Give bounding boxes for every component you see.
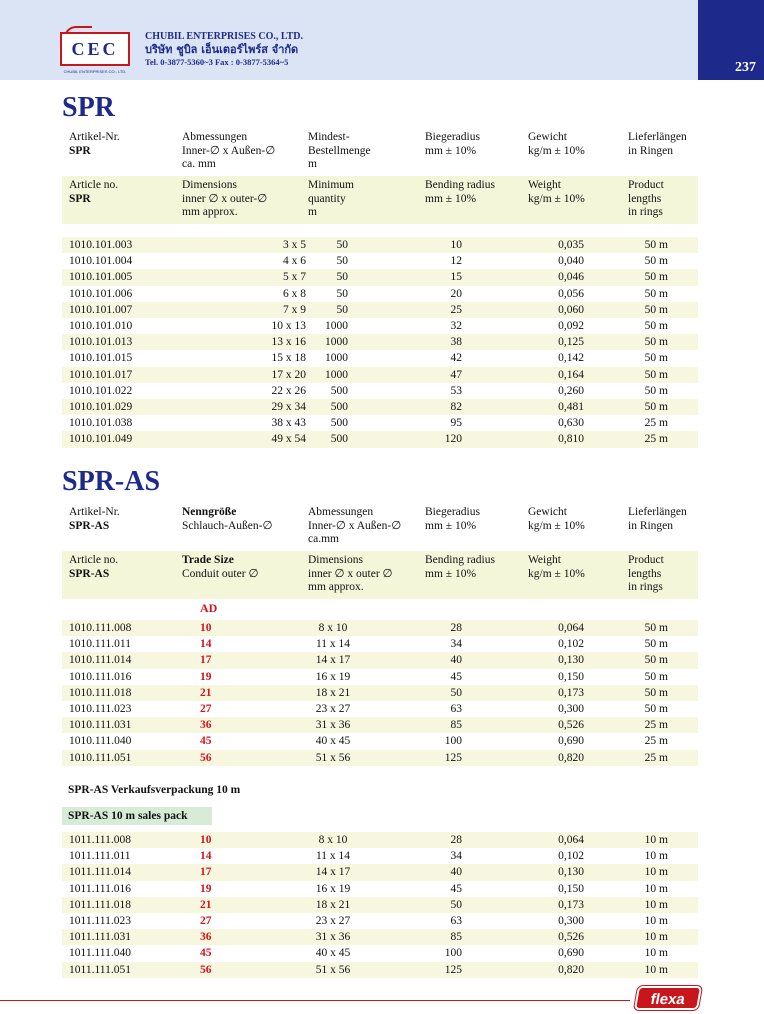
cell-weight: 0,150	[558, 882, 584, 895]
cell-length: 50 m	[644, 303, 668, 316]
cell-article-no: 1010.101.010	[69, 320, 133, 332]
cell-dimensions: 8 x 10	[318, 622, 348, 634]
cell-article-no: 1011.111.014	[69, 866, 131, 879]
table-row	[62, 383, 698, 399]
cell-trade-size: 19	[200, 882, 212, 895]
cell-dimensions: 15 x 18	[271, 352, 306, 365]
cell-bending-radius: 100	[444, 735, 462, 748]
pack-note-en: SPR-AS 10 m sales pack	[62, 807, 212, 825]
cell-bending-radius: 25	[450, 303, 462, 316]
cell-trade-size: 17	[200, 654, 212, 667]
table-row	[62, 848, 698, 864]
cell-dimensions: 14 x 17	[315, 866, 351, 879]
spras-en-col6: Product lengths in rings	[628, 554, 664, 593]
cell-min-quantity: 50	[336, 239, 348, 251]
cell-article-no: 1011.111.018	[69, 898, 131, 911]
cell-weight: 0,173	[558, 686, 584, 699]
cell-bending-radius: 50	[450, 898, 462, 911]
cell-length: 10 m	[644, 866, 668, 879]
cell-weight: 0,820	[558, 963, 584, 976]
cell-trade-size: 19	[200, 670, 212, 683]
cell-bending-radius: 12	[450, 255, 462, 268]
cell-bending-radius: 120	[444, 433, 462, 446]
cell-bending-radius: 15	[450, 271, 462, 284]
cell-dimensions: 5 x 7	[283, 271, 306, 284]
cell-dimensions: 8 x 10	[318, 834, 348, 846]
cell-article-no: 1010.111.023	[69, 703, 132, 715]
cell-article-no: 1011.111.040	[69, 947, 131, 960]
cell-trade-size: 56	[200, 963, 212, 976]
cell-dimensions: 51 x 56	[315, 963, 351, 976]
cell-weight: 0,064	[558, 622, 584, 634]
table-row	[62, 399, 698, 415]
cell-article-no: 1010.101.022	[69, 384, 133, 397]
cell-article-no: 1010.111.008	[69, 622, 132, 634]
cell-weight: 0,102	[558, 850, 584, 863]
cell-dimensions: 7 x 9	[283, 303, 306, 316]
cell-weight: 0,481	[558, 401, 584, 413]
cell-length: 50 m	[644, 686, 668, 699]
cell-length: 25 m	[644, 735, 668, 748]
cell-length: 10 m	[644, 931, 668, 944]
cell-weight: 0,630	[558, 417, 584, 430]
table-row	[62, 864, 698, 880]
cell-bending-radius: 45	[450, 670, 462, 683]
spr-en-col3: Minimum quantity m	[308, 179, 355, 218]
cell-trade-size: 21	[200, 686, 212, 699]
table-row	[62, 929, 698, 945]
cell-dimensions: 16 x 19	[315, 670, 351, 683]
table-row	[62, 881, 698, 897]
cell-bending-radius: 125	[444, 963, 462, 976]
cell-weight: 0,130	[558, 866, 584, 879]
cell-bending-radius: 45	[450, 882, 462, 895]
cell-min-quantity: 1000	[325, 320, 348, 332]
spr-de-col4: Biegeradius mm ± 10%	[425, 131, 480, 157]
cell-length: 10 m	[644, 947, 668, 960]
cell-trade-size: 27	[200, 915, 212, 927]
cell-bending-radius: 100	[444, 947, 462, 960]
page-number-box	[698, 0, 764, 80]
spr-en-col6: Product lengths in rings	[628, 179, 664, 218]
cell-bending-radius: 85	[450, 719, 462, 732]
table-row	[62, 350, 698, 366]
spr-en-col4: Bending radius mm ± 10%	[425, 179, 495, 205]
cell-length: 50 m	[644, 654, 668, 667]
cell-length: 50 m	[644, 287, 668, 300]
spras-header-de	[62, 503, 698, 547]
cell-length: 50 m	[644, 239, 668, 251]
cell-bending-radius: 40	[450, 654, 462, 667]
company-name: CHUBIL ENTERPRISES CO., LTD.	[145, 31, 304, 42]
spr-en-col1: Article no. SPR	[69, 179, 119, 205]
spras-de-col1: Artikel-Nr. SPR-AS	[69, 506, 120, 532]
cell-trade-size: 45	[200, 947, 212, 960]
cell-article-no: 1010.111.018	[69, 686, 132, 699]
cell-length: 25 m	[644, 433, 668, 446]
cell-bending-radius: 63	[450, 703, 462, 715]
spras-de-col4: Biegeradius mm ± 10%	[425, 506, 480, 532]
cell-trade-size: 56	[200, 751, 212, 764]
company-logo	[60, 26, 130, 74]
company-contact: Tel. 0-3877-5360~3 Fax : 0-3877-5364~5	[145, 57, 289, 67]
cell-article-no: 1010.101.006	[69, 287, 133, 300]
table-row	[62, 269, 698, 285]
cell-weight: 0,142	[558, 352, 584, 365]
cell-article-no: 1010.101.015	[69, 352, 133, 365]
spras-en-col5: Weight kg/m ± 10%	[528, 554, 585, 580]
pack-note-de: SPR-AS Verkaufsverpackung 10 m	[68, 784, 241, 796]
cell-length: 50 m	[644, 638, 668, 651]
cell-dimensions: 38 x 43	[271, 417, 306, 430]
cell-article-no: 1010.101.007	[69, 303, 133, 316]
cell-article-no: 1010.111.031	[69, 719, 132, 732]
spras-en-col3: Dimensions inner ∅ x outer ∅ mm approx.	[308, 554, 393, 593]
table-row	[62, 897, 698, 913]
table-row	[62, 253, 698, 269]
cell-trade-size: 14	[200, 850, 212, 863]
cell-weight: 0,820	[558, 751, 584, 764]
cell-weight: 0,102	[558, 638, 584, 651]
cell-length: 50 m	[644, 336, 668, 349]
cell-dimensions: 51 x 56	[315, 751, 351, 764]
cell-weight: 0,260	[558, 384, 584, 397]
cell-length: 50 m	[644, 368, 668, 381]
spr-de-col1: Artikel-Nr. SPR	[69, 131, 120, 157]
cell-bending-radius: 53	[450, 384, 462, 397]
table-row	[62, 669, 698, 685]
spras-en-col1: Article no. SPR-AS	[69, 554, 119, 580]
flexa-logo: flexa	[634, 986, 702, 1010]
cell-article-no: 1010.101.049	[69, 433, 133, 446]
cell-dimensions: 23 x 27	[315, 915, 351, 927]
spras-de-col2: Nenngröße Schlauch-Außen-∅	[182, 506, 273, 532]
cell-bending-radius: 28	[450, 622, 462, 634]
cell-dimensions: 31 x 36	[315, 719, 351, 732]
cell-trade-size: 14	[200, 638, 212, 651]
spras-header-en	[62, 551, 698, 599]
page-number: 237	[735, 60, 756, 75]
cell-weight: 0,056	[558, 287, 584, 300]
cell-article-no: 1010.101.029	[69, 401, 133, 413]
cell-weight: 0,526	[558, 931, 584, 944]
cell-bending-radius: 82	[450, 401, 462, 413]
cell-weight: 0,300	[558, 703, 584, 715]
spr-header-de	[62, 128, 698, 172]
cell-dimensions: 31 x 36	[315, 931, 351, 944]
spr-title: SPR	[62, 92, 115, 123]
cell-length: 50 m	[644, 352, 668, 365]
cell-length: 25 m	[644, 751, 668, 764]
cell-dimensions: 13 x 16	[271, 336, 306, 349]
cell-trade-size: 45	[200, 735, 212, 748]
cell-article-no: 1010.111.051	[69, 751, 132, 764]
cell-trade-size: 17	[200, 866, 212, 879]
cell-bending-radius: 125	[444, 751, 462, 764]
company-info	[145, 30, 303, 69]
cell-article-no: 1010.101.003	[69, 239, 133, 251]
cell-length: 10 m	[644, 915, 668, 927]
cell-weight: 0,173	[558, 898, 584, 911]
cell-length: 10 m	[644, 834, 668, 846]
cell-min-quantity: 500	[330, 384, 348, 397]
spr-en-col5: Weight kg/m ± 10%	[528, 179, 585, 205]
table-row	[62, 334, 698, 350]
cell-bending-radius: 38	[450, 336, 462, 349]
spras-title: SPR-AS	[62, 466, 161, 497]
cell-article-no: 1010.101.013	[69, 336, 133, 349]
cell-trade-size: 36	[200, 719, 212, 732]
cell-article-no: 1010.101.017	[69, 368, 133, 381]
cell-dimensions: 3 x 5	[283, 239, 306, 251]
footer-line	[0, 1000, 630, 1001]
cell-min-quantity: 50	[336, 287, 348, 300]
cell-article-no: 1010.111.040	[69, 735, 132, 748]
cell-length: 50 m	[644, 255, 668, 268]
spras-en-col2: Trade Size Conduit outer ∅	[182, 554, 259, 580]
cell-article-no: 1011.111.011	[69, 850, 131, 863]
cell-trade-size: 36	[200, 931, 212, 944]
cell-article-no: 1010.101.004	[69, 255, 133, 268]
table-row	[62, 302, 698, 318]
cell-dimensions: 40 x 45	[315, 947, 351, 960]
cell-weight: 0,125	[558, 336, 584, 349]
cell-article-no: 1011.111.023	[69, 915, 131, 927]
cell-bending-radius: 42	[450, 352, 462, 365]
cell-weight: 0,810	[558, 433, 584, 446]
cell-article-no: 1010.111.011	[69, 638, 131, 651]
cell-weight: 0,130	[558, 654, 584, 667]
table-row	[62, 913, 698, 929]
table-row	[62, 717, 698, 733]
table-row	[62, 367, 698, 383]
cell-dimensions: 23 x 27	[315, 703, 351, 715]
spr-de-col3: Mindest- Bestellmenge m	[308, 131, 371, 170]
company-name-thai: บริษัท ชูบิล เอ็นเตอร์ไพร์ส จำกัด	[145, 43, 299, 56]
cell-length: 10 m	[644, 850, 668, 863]
cell-weight: 0,040	[558, 255, 584, 268]
cell-length: 25 m	[644, 417, 668, 430]
cell-bending-radius: 95	[450, 417, 462, 430]
cell-dimensions: 29 x 34	[271, 401, 306, 413]
spr-de-col5: Gewicht kg/m ± 10%	[528, 131, 585, 157]
cell-dimensions: 17 x 20	[271, 368, 306, 381]
cell-min-quantity: 1000	[325, 336, 348, 349]
cell-bending-radius: 32	[450, 320, 462, 332]
table-row	[62, 286, 698, 302]
cell-article-no: 1010.111.016	[69, 670, 132, 683]
spr-header-en	[62, 176, 698, 224]
spr-de-col2: Abmessungen Inner-∅ x Außen-∅ ca. mm	[182, 131, 276, 170]
cell-min-quantity: 1000	[325, 352, 348, 365]
cell-min-quantity: 50	[336, 303, 348, 316]
cell-min-quantity: 500	[330, 417, 348, 430]
cell-dimensions: 16 x 19	[315, 882, 351, 895]
logo-subtext: CHUBIL ENTERPRISES CO., LTD.	[63, 69, 127, 74]
table-row	[62, 733, 698, 749]
spras-en-col4: Bending radius mm ± 10%	[425, 554, 495, 580]
cell-bending-radius: 20	[450, 287, 462, 300]
cell-dimensions: 18 x 21	[315, 898, 351, 911]
cell-length: 50 m	[644, 670, 668, 683]
cell-dimensions: 18 x 21	[315, 686, 351, 699]
cell-bending-radius: 28	[450, 834, 462, 846]
cell-length: 10 m	[644, 898, 668, 911]
cell-bending-radius: 34	[450, 638, 462, 651]
cell-weight: 0,060	[558, 303, 584, 316]
cell-dimensions: 11 x 14	[315, 638, 351, 651]
cell-weight: 0,690	[558, 735, 584, 748]
table-row	[62, 237, 698, 253]
cell-trade-size: 21	[200, 898, 212, 911]
cell-article-no: 1010.101.038	[69, 417, 133, 430]
cell-length: 25 m	[644, 719, 668, 732]
table-row	[62, 620, 698, 636]
table-row	[62, 431, 698, 447]
spras-de-col6: Lieferlängen in Ringen	[628, 506, 687, 532]
cell-article-no: 1010.111.014	[69, 654, 132, 667]
spr-de-col6: Lieferlängen in Ringen	[628, 131, 687, 157]
cell-article-no: 1011.111.008	[69, 834, 131, 846]
cell-dimensions: 14 x 17	[315, 654, 351, 667]
cell-dimensions: 6 x 8	[283, 287, 306, 300]
cell-dimensions: 10 x 13	[271, 320, 306, 332]
cell-weight: 0,164	[558, 368, 584, 381]
table-row	[62, 750, 698, 766]
cell-bending-radius: 85	[450, 931, 462, 944]
spras-de-col3: Abmessungen Inner-∅ x Außen-∅ ca.mm	[308, 506, 402, 545]
cell-weight: 0,035	[558, 239, 584, 251]
logo-text: CEC	[71, 39, 119, 59]
cell-min-quantity: 500	[330, 401, 348, 413]
cell-min-quantity: 500	[330, 433, 348, 446]
table-row	[62, 685, 698, 701]
cell-article-no: 1011.111.031	[69, 931, 131, 944]
cell-dimensions: 11 x 14	[315, 850, 351, 863]
cell-bending-radius: 34	[450, 850, 462, 863]
spras-de-col5: Gewicht kg/m ± 10%	[528, 506, 585, 532]
cell-weight: 0,150	[558, 670, 584, 683]
cell-dimensions: 40 x 45	[315, 735, 351, 748]
table-row	[62, 318, 698, 334]
cell-trade-size: 27	[200, 703, 212, 715]
cell-min-quantity: 50	[336, 271, 348, 284]
cell-min-quantity: 50	[336, 255, 348, 268]
spr-en-col2: Dimensions inner ∅ x outer-∅ mm approx.	[182, 179, 268, 218]
cell-weight: 0,064	[558, 834, 584, 846]
cell-weight: 0,690	[558, 947, 584, 960]
cell-weight: 0,300	[558, 915, 584, 927]
cell-length: 50 m	[644, 320, 668, 332]
cell-min-quantity: 1000	[325, 368, 348, 381]
cell-weight: 0,526	[558, 719, 584, 732]
cell-dimensions: 22 x 26	[271, 384, 306, 397]
cell-trade-size: 10	[200, 622, 212, 634]
cell-dimensions: 4 x 6	[283, 255, 306, 268]
cell-dimensions: 49 x 54	[271, 433, 306, 446]
table-row	[62, 415, 698, 431]
cell-bending-radius: 50	[450, 686, 462, 699]
cell-article-no: 1010.101.005	[69, 271, 133, 284]
table-row	[62, 701, 698, 717]
cell-article-no: 1011.111.016	[69, 882, 131, 895]
table-row	[62, 832, 698, 848]
cell-trade-size: 10	[200, 834, 212, 846]
cell-article-no: 1011.111.051	[69, 963, 131, 976]
cell-weight: 0,046	[558, 271, 584, 284]
table-row	[62, 945, 698, 961]
cell-bending-radius: 40	[450, 866, 462, 879]
cell-length: 10 m	[644, 882, 668, 895]
table-row	[62, 636, 698, 652]
cell-length: 50 m	[644, 384, 668, 397]
cell-bending-radius: 10	[450, 239, 462, 251]
ad-label: AD	[200, 601, 218, 615]
cell-length: 50 m	[644, 401, 668, 413]
cell-bending-radius: 63	[450, 915, 462, 927]
cell-weight: 0,092	[558, 320, 584, 332]
cell-length: 50 m	[644, 271, 668, 284]
cell-length: 10 m	[644, 963, 668, 976]
table-row	[62, 962, 698, 978]
cell-length: 50 m	[644, 622, 668, 634]
cell-length: 50 m	[644, 703, 668, 715]
cell-bending-radius: 47	[450, 368, 462, 381]
table-row	[62, 652, 698, 668]
